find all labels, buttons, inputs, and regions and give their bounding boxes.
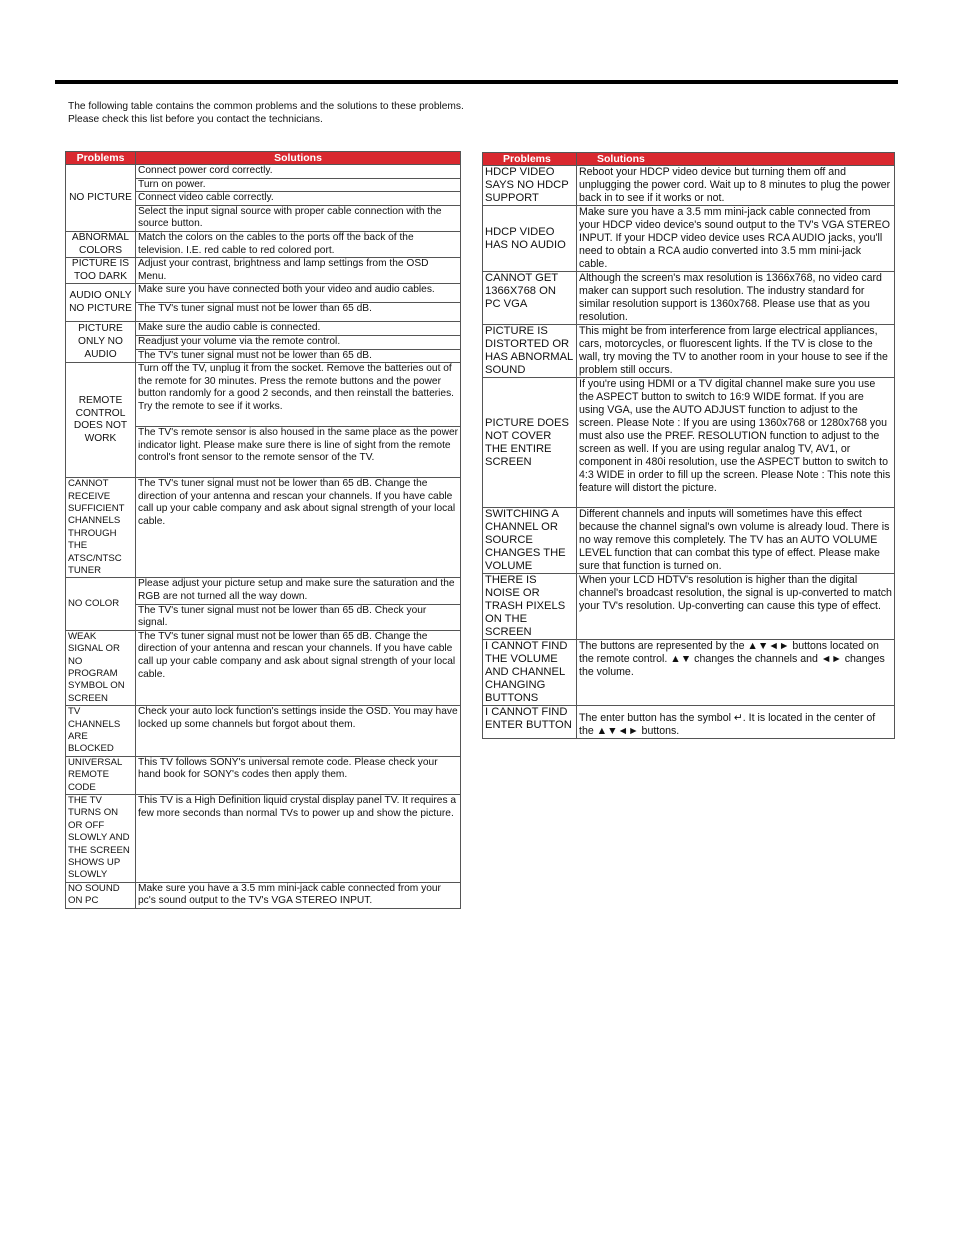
problem-cell: HDCP VIDEO HAS NO AUDIO xyxy=(483,206,577,272)
table-row xyxy=(66,478,461,578)
table-row xyxy=(483,166,895,206)
table-row xyxy=(483,206,895,272)
solution-cell: The TV's tuner signal must not be lower than 65 dB. Check your signal. xyxy=(136,604,461,630)
problems-header: Problems xyxy=(483,153,577,166)
solution-cell: Please adjust your picture setup and make sure the saturation and the RGB are not turned all the way down. xyxy=(136,578,461,604)
problem-cell: ABNORMAL COLORS xyxy=(66,231,136,257)
left-troubleshooting-table xyxy=(65,151,461,909)
solution-cell: The TV's tuner signal must not be lower than 65 dB. xyxy=(136,303,461,322)
solution-cell: This TV follows SONY's universal remote code. Please check your hand book for SONY's codes then apply them. xyxy=(136,756,461,794)
right-table-header xyxy=(483,153,895,166)
problem-cell: CANNOT GET 1366X768 ON PC VGA xyxy=(483,272,577,325)
solution-cell: The TV's tuner signal must not be lower than 65 dB. Change the direction of your antenna and rescan your channels. If you have cable call up your cable company and ask about signal strength of your local cable. xyxy=(136,478,461,578)
table-row xyxy=(66,322,461,336)
problem-cell: THE TV TURNS ON OR OFF SLOWLY AND THE SCREEN SHOWS UP SLOWLY xyxy=(66,795,136,883)
solution-cell: Readjust your volume via the remote control. xyxy=(136,335,461,349)
problem-cell: AUDIO ONLY NO PICTURE xyxy=(66,284,136,322)
solution-cell: Turn on power. xyxy=(136,178,461,192)
table-row xyxy=(66,630,461,705)
table-row xyxy=(483,325,895,378)
solution-cell: Check your auto lock function's settings inside the OSD. You may have locked up some channels but forgot about them. xyxy=(136,706,461,757)
table-row xyxy=(483,272,895,325)
header-rule xyxy=(55,80,898,84)
table-row xyxy=(66,258,461,284)
solution-cell: Reboot your HDCP video device but turning them off and unplugging the power cord. Wait up to 8 minutes to plug the power back in to see if it works or not. xyxy=(577,166,895,206)
table-row xyxy=(66,231,461,257)
problem-cell: I CANNOT FIND ENTER BUTTON xyxy=(483,706,577,739)
problem-cell: PICTURE ONLY NO AUDIO xyxy=(66,322,136,363)
problem-cell: PICTURE DOES NOT COVER THE ENTIRE SCREEN xyxy=(483,378,577,508)
problem-cell: NO PICTURE xyxy=(66,165,136,232)
problems-header: Problems xyxy=(66,152,136,165)
problem-cell: HDCP VIDEO SAYS NO HDCP SUPPORT xyxy=(483,166,577,206)
solution-cell: If you're using HDMI or a TV digital channel make sure you use the ASPECT button to switch to 16:9 WIDE format. If you are using VGA, use the AUTO ADJUST function to adjust to the screen. Please Note : If you are using 1360x768 or 1280x768 you must also use the PREF. RESOLUTION function to adjust to the screen as well. If you are using regular analog TV, AV1, or component in 480i resolution, use the ASPECT button to switch to 4:3 WIDE in order to fill up the screen. Please Note : This note this feature will distort the picture. xyxy=(577,378,895,508)
problem-cell: I CANNOT FIND THE VOLUME AND CHANNEL CHANGING BUTTONS xyxy=(483,640,577,706)
solution-cell: Adjust your contrast, brightness and lamp settings from the OSD Menu. xyxy=(136,258,461,284)
solution-cell: Connect power cord correctly. xyxy=(136,165,461,179)
problem-cell: NO COLOR xyxy=(66,578,136,630)
table-row xyxy=(66,706,461,757)
solution-cell: Make sure you have a 3.5 mm mini-jack cable connected from your pc's sound output to the TV's VGA STEREO INPUT. xyxy=(136,882,461,908)
problem-cell: NO SOUND ON PC xyxy=(66,882,136,908)
solution-cell: Connect video cable correctly. xyxy=(136,192,461,206)
solution-cell: This TV is a High Definition liquid crystal display panel TV. It requires a few more seconds than normal TVs to power up and show the picture. xyxy=(136,795,461,883)
solutions-header: Solutions xyxy=(136,152,461,165)
solution-cell: When your LCD HDTV's resolution is higher than the digital channel's broadcast resolution, the signal is up-converted to match your TV's resolution. Up-converting can cause this type of effect. xyxy=(577,574,895,640)
table-row xyxy=(483,378,895,508)
table-row xyxy=(483,574,895,640)
table-row xyxy=(66,578,461,604)
problem-cell: WEAK SIGNAL OR NO PROGRAM SYMBOL ON SCREEN xyxy=(66,630,136,705)
solution-cell: Make sure you have a 3.5 mm mini-jack cable connected from your HDCP video device's sound output to the TV's VGA STEREO INPUT. If your HDCP video device uses RCA AUDIO jacks, you'll need to obtain a RCA audio converted into 3.5 mm mini-jack cable. xyxy=(577,206,895,272)
solution-cell: The enter button has the symbol ↵. It is located in the center of the ▲▼◄► buttons. xyxy=(577,706,895,739)
problem-cell: THERE IS NOISE OR TRASH PIXELS ON THE SCREEN xyxy=(483,574,577,640)
problem-cell: REMOTE CONTROL DOES NOT WORK xyxy=(66,363,136,478)
table-row xyxy=(66,284,461,303)
solution-cell: Different channels and inputs will sometimes have this effect because the channel signal's own volume is already loud. There is no way remove this completely. The TV has an AUTO VOLUME LEVEL function that can combat this type of effect. Please make sure that function is turned on. xyxy=(577,508,895,574)
solutions-header: Solutions xyxy=(577,153,895,166)
problem-cell: PICTURE IS DISTORTED OR HAS ABNORMAL SOUND xyxy=(483,325,577,378)
problem-cell: CANNOT RECEIVE SUFFICIENT CHANNELS THROUGH THE ATSC/NTSC TUNER xyxy=(66,478,136,578)
table-row xyxy=(66,756,461,794)
solution-cell: The TV's tuner signal must not be lower than 65 dB. xyxy=(136,349,461,363)
solution-cell: Make sure the audio cable is connected. xyxy=(136,322,461,336)
solution-cell: Although the screen's max resolution is 1366x768, no video card maker can support such resolution. The industry standard for similar resolution support is 1360x768. Please use that as you resolution. xyxy=(577,272,895,325)
solution-cell: The TV's tuner signal must not be lower than 65 dB. Change the direction of your antenna and rescan your channels. If you have cable call up your cable company and ask about signal strength of your local cable. xyxy=(136,630,461,705)
right-troubleshooting-table xyxy=(482,152,895,739)
solution-cell: Turn off the TV, unplug it from the socket. Remove the batteries out of the remote for 30 minutes. Press the remote buttons and the power button randomly for a good 2 seconds, and then reinstall the batteries. Try the remote to see if it works. xyxy=(136,363,461,427)
solution-cell: Select the input signal source with proper cable connection with the source button. xyxy=(136,205,461,231)
table-row xyxy=(483,640,895,706)
solution-cell: The buttons are represented by the ▲▼◄► buttons located on the remote control. ▲▼ changes the channels and ◄► changes the volume. xyxy=(577,640,895,706)
solution-cell: This might be from interference from large electrical appliances, cars, motorcycles, or fluorescent lights. If the TV is close to the wall, try moving the TV to another room in your house to see if the problem still occurs. xyxy=(577,325,895,378)
intro-text: The following table contains the common problems and the solutions to these problems. Please check this list before you contact the technicians. xyxy=(68,101,464,125)
solution-cell: Make sure you have connected both your video and audio cables. xyxy=(136,284,461,303)
table-row xyxy=(66,165,461,179)
table-row xyxy=(483,706,895,739)
solution-cell: Match the colors on the cables to the ports off the back of the television. I.E. red cable to red colored port. xyxy=(136,231,461,257)
table-row xyxy=(66,795,461,883)
problem-cell: UNIVERSAL REMOTE CODE xyxy=(66,756,136,794)
table-row xyxy=(483,508,895,574)
problem-cell: TV CHANNELS ARE BLOCKED xyxy=(66,706,136,757)
solution-cell: The TV's remote sensor is also housed in the same place as the power indicator light. Please make sure there is line of sight from the remote control's front sensor to the remote sensor of the TV. xyxy=(136,427,461,478)
problem-cell: SWITCHING A CHANNEL OR SOURCE CHANGES THE VOLUME xyxy=(483,508,577,574)
table-row xyxy=(66,882,461,908)
problem-cell: PICTURE IS TOO DARK xyxy=(66,258,136,284)
left-table-header xyxy=(66,152,461,165)
table-row xyxy=(66,363,461,427)
